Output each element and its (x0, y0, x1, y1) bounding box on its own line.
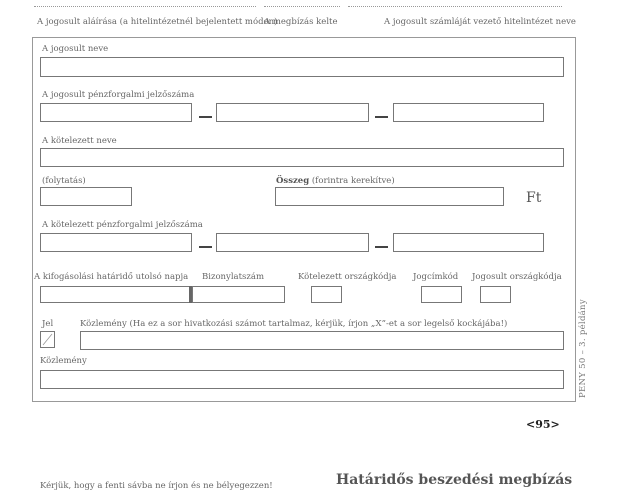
kozlemeny-label: Közlemény (40, 356, 87, 366)
kotelezett-neve-label: A kötelezett neve (42, 136, 117, 146)
form-id-side-text: PENY 50 – 3. példány (578, 299, 588, 398)
jogosult-neve-label: A jogosult neve (42, 44, 109, 54)
jogosult-neve-field[interactable] (40, 57, 564, 77)
bank-label: A jogosult számláját vezető hitelintézet neve (384, 17, 576, 27)
jogcimkod-field[interactable] (421, 286, 462, 303)
kozlemeny-first-field[interactable] (80, 331, 564, 350)
separator-dash (375, 116, 388, 118)
osszeg-label (276, 176, 395, 186)
jogosult-orszagkod-field[interactable] (480, 286, 511, 303)
kotelezett-jelzoszam-part1[interactable] (40, 233, 192, 252)
hatarido-field[interactable] (40, 286, 191, 303)
kotelezett-jelzoszam-label: A kötelezett pénzforgalmi jelzőszáma (42, 220, 203, 230)
jogosult-jelzoszam-part1[interactable] (40, 103, 192, 122)
jogcimkod-label: Jogcímkód (413, 272, 459, 282)
kozlemeny-field[interactable] (40, 370, 564, 389)
kotelezett-jelzoszam-part2[interactable] (216, 233, 369, 252)
jogosult-jelzoszam-part3[interactable] (393, 103, 544, 122)
signature-label: A jogosult aláírása (a hitelintézetnél bejelentett módon) (37, 17, 278, 27)
diagonal-mark-icon (41, 332, 54, 347)
bizonylatszam-field[interactable] (192, 286, 285, 303)
bank-line (348, 6, 562, 7)
jogosult-orszagkod-label: Jogosult országkódja (472, 272, 562, 282)
kozlemeny-hint-label: Közlemény (Ha ez a sor hivatkozási számot tartalmaz, kérjük, írjon „X”-et a sor legelső kockájába!) (80, 319, 508, 329)
jogosult-jelzoszam-part2[interactable] (216, 103, 369, 122)
currency-label: Ft (526, 190, 542, 206)
separator-dash (199, 246, 212, 248)
kotelezett-jelzoszam-part3[interactable] (393, 233, 544, 252)
form-code: <95> (526, 418, 560, 431)
osszeg-label-rest: (forintra kerekítve) (309, 176, 395, 186)
osszeg-field[interactable] (275, 187, 504, 206)
kotelezett-orszagkod-label: Kötelezett országkódja (298, 272, 397, 282)
signature-line (34, 6, 256, 7)
osszeg-label-bold: Összeg (276, 176, 310, 186)
kotelezett-neve-field[interactable] (40, 148, 564, 167)
jogosult-jelzoszam-label: A jogosult pénzforgalmi jelzőszáma (42, 90, 195, 100)
jel-label: Jel (42, 319, 54, 329)
folytatas-field[interactable] (40, 187, 132, 206)
date-line (264, 6, 340, 7)
jel-checkbox[interactable] (40, 331, 55, 348)
separator-dash (375, 246, 388, 248)
kotelezett-orszagkod-field[interactable] (311, 286, 342, 303)
footer-note: Kérjük, hogy a fenti sávba ne írjon és ne bélyegezzen! (40, 481, 273, 491)
hatarido-label: A kifogásolási határidő utolsó napja (34, 272, 189, 282)
date-label: A megbízás kelte (264, 17, 338, 27)
form-title: Határidős beszedési megbízás (336, 472, 573, 488)
separator-dash (199, 116, 212, 118)
folytatas-label: (folytatás) (42, 176, 86, 186)
bizonylatszam-label: Bizonylatszám (202, 272, 265, 282)
